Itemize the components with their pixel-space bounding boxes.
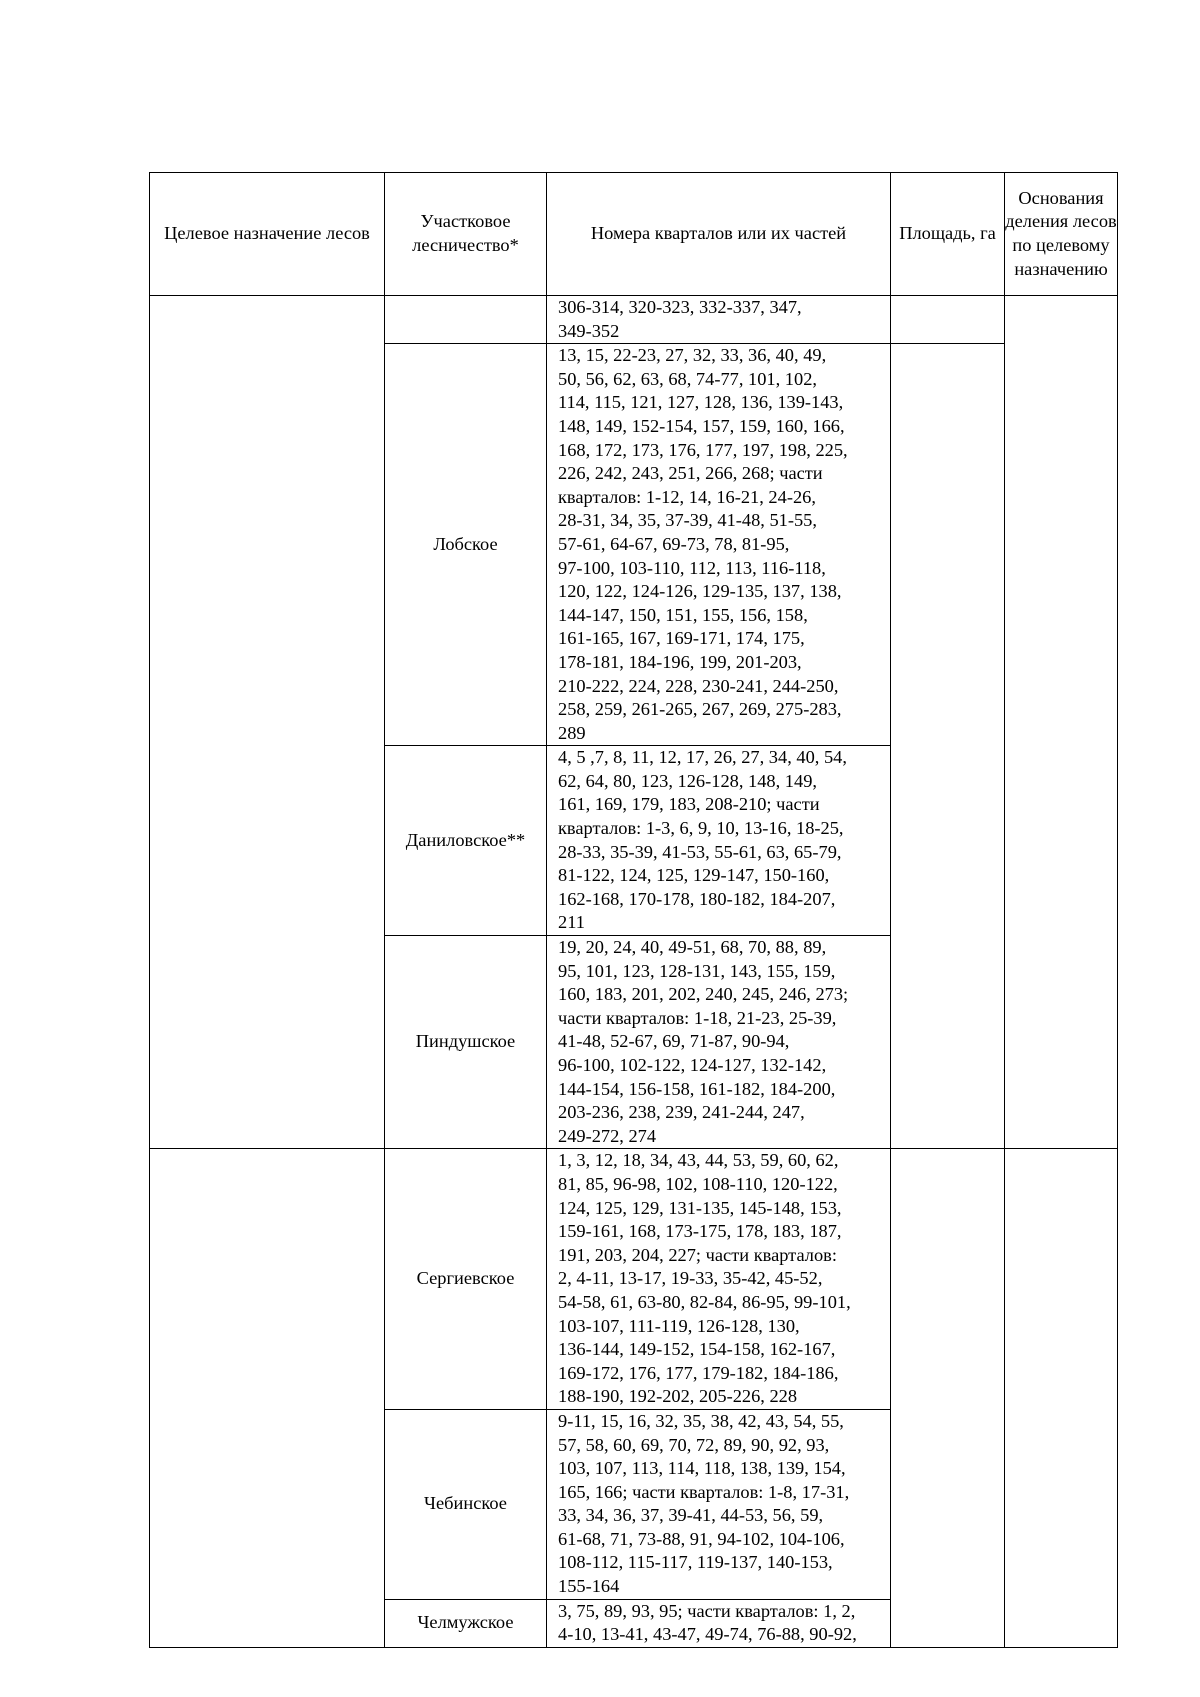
header-area: Площадь, га <box>891 173 1005 296</box>
quarters-cell <box>547 296 891 344</box>
quarters-text: 1, 3, 12, 18, 34, 43, 44, 53, 59, 60, 62, 81, 85, 96-98, 102, 108-110, 120-122, 124, 125, 129, 131-135, 145-148, 153, 159-161, 168, 173-175, 178, 183, 187, 191, 203, 204, 227; части кварталов: 2, 4-11, 13-17, 19-33, 35-42, 45-52, 54-58, 61, 63-80, 82-84, 86-95, 99-101, 103-107, 111-119, 126-128, 130, 136-144, 149-152, 154-158, 162-167, 169-172, 176, 177, 179-182, 184-186, 188-190, 192-202, 205-226, 228 <box>558 1150 851 1407</box>
quarters-cell <box>547 1599 891 1647</box>
purpose-cell <box>150 1149 385 1647</box>
grounds-cell <box>1005 296 1118 1149</box>
quarters-cell <box>547 746 891 936</box>
area-cell <box>891 344 1005 1149</box>
table-header-row <box>150 173 1118 296</box>
forestry-cell: Чебинское <box>385 1409 547 1599</box>
header-purpose: Целевое назначение лесов <box>150 173 385 296</box>
grounds-cell <box>1005 1149 1118 1647</box>
forestry-cell: Лобское <box>385 344 547 746</box>
forestry-cell: Пиндушское <box>385 936 547 1149</box>
forestry-cell: Даниловское** <box>385 746 547 936</box>
purpose-cell <box>150 296 385 1149</box>
header-grounds: Основания деления лесов по целевому назначению <box>1005 173 1118 296</box>
quarters-text: 3, 75, 89, 93, 95; части кварталов: 1, 2, 4-10, 13-41, 43-47, 49-74, 76-88, 90-92, <box>558 1600 857 1645</box>
quarters-text: 9-11, 15, 16, 32, 35, 38, 42, 43, 54, 55, 57, 58, 60, 69, 70, 72, 89, 90, 92, 93, 103, 107, 113, 114, 118, 138, 139, 154, 165, 166; части кварталов: 1-8, 17-31, 33, 34, 36, 37, 39-41, 44-53, 56, 59, 61-68, 71, 73-88, 91, 94-102, 104-106, 108-112, 115-117, 119-137, 140-153, 155-164 <box>558 1410 850 1597</box>
area-cell <box>891 1149 1005 1647</box>
quarters-cell <box>547 344 891 746</box>
quarters-cell <box>547 1409 891 1599</box>
header-quarters: Номера кварталов или их частей <box>547 173 891 296</box>
forestry-cell: Сергиевское <box>385 1149 547 1410</box>
quarters-text: 4, 5 ,7, 8, 11, 12, 17, 26, 27, 34, 40, 54, 62, 64, 80, 123, 126-128, 148, 149, 161, 169, 179, 183, 208-210; части кварталов: 1-3, 6, 9, 10, 13-16, 18-25, 28-33, 35-39, 41-53, 55-61, 63, 65-79, 81-122, 124, 125, 129-147, 150-160, 162-168, 170-178, 180-182, 184-207, 211 <box>558 747 847 933</box>
quarters-cell <box>547 936 891 1149</box>
table-row <box>150 296 1118 344</box>
quarters-text: 13, 15, 22-23, 27, 32, 33, 36, 40, 49, 50, 56, 62, 63, 68, 74-77, 101, 102, 114, 115, 121, 127, 128, 136, 139-143, 148, 149, 152-154, 157, 159, 160, 166, 168, 172, 173, 176, 177, 197, 198, 225, 226, 242, 243, 251, 266, 268; части кварталов: 1-12, 14, 16-21, 24-26, 28-31, 34, 35, 37-39, 41-48, 51-55, 57-61, 64-67, 69-73, 78, 81-95, 97-100, 103-110, 112, 113, 116-118, 120, 122, 124-126, 129-135, 137, 138, 144-147, 150, 151, 155, 156, 158, 161-165, 167, 169-171, 174, 175, 178-181, 184-196, 199, 201-203, 210-222, 224, 228, 230-241, 244-250, 258, 259, 261-265, 267, 269, 275-283, 289 <box>558 345 848 743</box>
forestry-cell <box>385 296 547 344</box>
area-cell <box>891 296 1005 344</box>
forestry-cell: Челмужское <box>385 1599 547 1647</box>
forest-division-table <box>149 172 1118 1648</box>
table-row <box>150 1149 1118 1410</box>
quarters-text: 306-314, 320-323, 332-337, 347, 349-352 <box>558 297 802 341</box>
quarters-cell <box>547 1149 891 1410</box>
quarters-text: 19, 20, 24, 40, 49-51, 68, 70, 88, 89, 95, 101, 123, 128-131, 143, 155, 159, 160, 183, 201, 202, 240, 245, 246, 273; части кварталов: 1-18, 21-23, 25-39, 41-48, 52-67, 69, 71-87, 90-94, 96-100, 102-122, 124-127, 132-142, 144-154, 156-158, 161-182, 184-200, 203-236, 238, 239, 241-244, 247, 249-272, 274 <box>558 937 849 1146</box>
header-forestry: Участковое лесничество* <box>385 173 547 296</box>
